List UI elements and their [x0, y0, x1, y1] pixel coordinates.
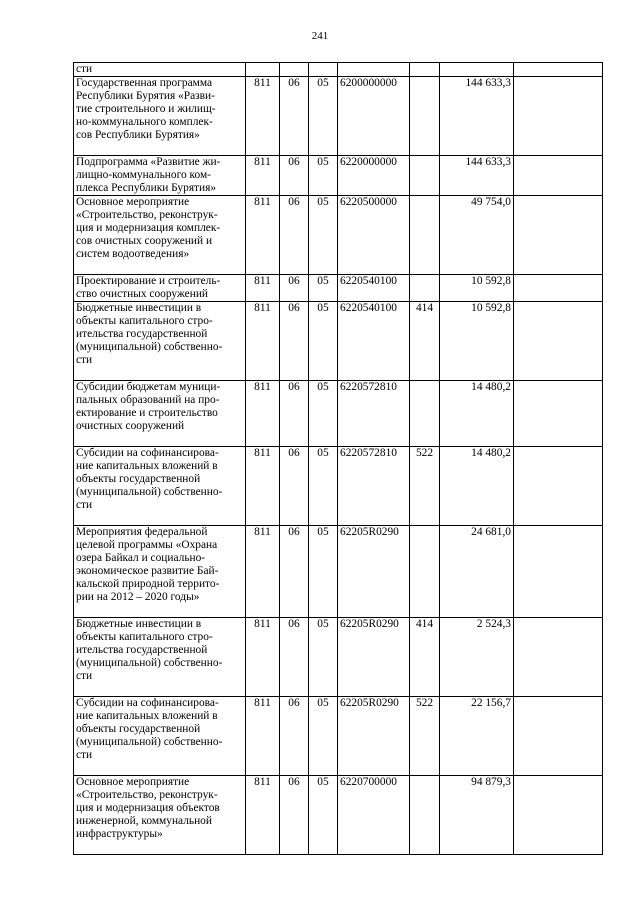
cell-extra — [514, 77, 603, 156]
cell-amount: 144 633,3 — [440, 156, 514, 196]
cell-amount: 22 156,7 — [440, 697, 514, 776]
cell-section-code: 06 — [280, 77, 309, 156]
budget-table-body — [74, 63, 603, 855]
cell-item-name: Субсидии на софинансирова- ние капитальных вложений в объекты государственной (муниципальной) собственно- сти — [74, 447, 246, 526]
cell-target-code: 62205R0290 — [338, 618, 410, 697]
cell-expense-type: 522 — [410, 697, 440, 776]
cell-extra — [514, 275, 603, 302]
table-row — [74, 275, 603, 302]
cell-section-code: 06 — [280, 196, 309, 275]
cell-subsection-code: 05 — [309, 196, 338, 275]
cell-item-name: Бюджетные инвестиции в объекты капитального стро- ительства государственной (муниципальной) собственно- сти — [74, 302, 246, 381]
page-number: 241 — [311, 30, 329, 42]
cell-extra — [514, 196, 603, 275]
cell-amount: 2 524,3 — [440, 618, 514, 697]
cell-extra — [514, 447, 603, 526]
cell-amount: 10 592,8 — [440, 302, 514, 381]
cell-ministry-code: 811 — [246, 697, 280, 776]
cell-target-code: 62205R0290 — [338, 697, 410, 776]
cell-extra — [514, 776, 603, 855]
cell-ministry-code: 811 — [246, 776, 280, 855]
cell-target-code: 62205R0290 — [338, 526, 410, 618]
cell-section-code: 06 — [280, 156, 309, 196]
cell-expense-type — [410, 776, 440, 855]
cell-subsection-code: 05 — [309, 302, 338, 381]
cell-subsection-code: 05 — [309, 776, 338, 855]
cell-subsection-code: 05 — [309, 381, 338, 447]
cell-section-code: 06 — [280, 697, 309, 776]
cell-target-code: 6220500000 — [338, 196, 410, 275]
table-row — [74, 697, 603, 776]
cell-subsection-code: 05 — [309, 697, 338, 776]
cell-subsection-code: 05 — [309, 275, 338, 302]
cell-section-code: 06 — [280, 618, 309, 697]
cell-expense-type — [410, 381, 440, 447]
table-row — [74, 618, 603, 697]
cell-amount — [440, 63, 514, 77]
cell-target-code: 6200000000 — [338, 77, 410, 156]
cell-subsection-code: 05 — [309, 526, 338, 618]
cell-item-name: сти — [74, 63, 246, 77]
cell-target-code — [338, 63, 410, 77]
cell-amount: 24 681,0 — [440, 526, 514, 618]
cell-amount: 14 480,2 — [440, 381, 514, 447]
cell-expense-type — [410, 77, 440, 156]
cell-item-name: Подпрограмма «Развитие жи- лищно-коммунального ком- плекса Республики Бурятия» — [74, 156, 246, 196]
cell-subsection-code — [309, 63, 338, 77]
cell-ministry-code: 811 — [246, 618, 280, 697]
cell-ministry-code: 811 — [246, 196, 280, 275]
cell-expense-type: 414 — [410, 618, 440, 697]
cell-amount: 14 480,2 — [440, 447, 514, 526]
table-row — [74, 63, 603, 77]
cell-ministry-code: 811 — [246, 381, 280, 447]
cell-expense-type: 522 — [410, 447, 440, 526]
table-row — [74, 381, 603, 447]
cell-target-code: 6220572810 — [338, 447, 410, 526]
cell-extra — [514, 618, 603, 697]
cell-expense-type — [410, 275, 440, 302]
cell-item-name: Субсидии на софинансирова- ние капитальных вложений в объекты государственной (муниципальной) собственно- сти — [74, 697, 246, 776]
cell-expense-type — [410, 63, 440, 77]
cell-amount: 10 592,8 — [440, 275, 514, 302]
table-row — [74, 302, 603, 381]
cell-section-code: 06 — [280, 526, 309, 618]
cell-ministry-code: 811 — [246, 156, 280, 196]
cell-extra — [514, 526, 603, 618]
cell-expense-type — [410, 526, 440, 618]
budget-table — [73, 62, 603, 855]
table-row — [74, 77, 603, 156]
cell-ministry-code: 811 — [246, 275, 280, 302]
cell-section-code: 06 — [280, 302, 309, 381]
cell-item-name: Государственная программа Республики Бурятия «Разви- тие строительного и жилищ- но-коммунального комплек- сов Республики Бурятия» — [74, 77, 246, 156]
cell-extra — [514, 63, 603, 77]
cell-ministry-code: 811 — [246, 447, 280, 526]
cell-expense-type — [410, 156, 440, 196]
cell-section-code — [280, 63, 309, 77]
cell-target-code: 6220540100 — [338, 302, 410, 381]
cell-subsection-code: 05 — [309, 156, 338, 196]
cell-amount: 94 879,3 — [440, 776, 514, 855]
cell-extra — [514, 302, 603, 381]
cell-item-name: Мероприятия федеральной целевой программы «Охрана озера Байкал и социально- экономическое развитие Бай- кальской природной террито- рии на 2012 – 2020 годы» — [74, 526, 246, 618]
cell-extra — [514, 156, 603, 196]
cell-target-code: 6220572810 — [338, 381, 410, 447]
table-row — [74, 776, 603, 855]
cell-amount: 144 633,3 — [440, 77, 514, 156]
cell-ministry-code: 811 — [246, 526, 280, 618]
cell-target-code: 6220540100 — [338, 275, 410, 302]
cell-subsection-code: 05 — [309, 77, 338, 156]
cell-item-name: Основное мероприятие «Строительство, реконструк- ция и модернизация объектов инженерной, коммунальной инфраструктуры» — [74, 776, 246, 855]
table-row — [74, 447, 603, 526]
cell-subsection-code: 05 — [309, 447, 338, 526]
cell-section-code: 06 — [280, 447, 309, 526]
cell-subsection-code: 05 — [309, 618, 338, 697]
cell-amount: 49 754,0 — [440, 196, 514, 275]
cell-item-name: Проектирование и строитель- ство очистных сооружений — [74, 275, 246, 302]
table-row — [74, 196, 603, 275]
cell-section-code: 06 — [280, 381, 309, 447]
table-row — [74, 156, 603, 196]
cell-target-code: 6220000000 — [338, 156, 410, 196]
cell-item-name: Основное мероприятие «Строительство, реконструк- ция и модернизация комплек- сов очистных сооружений и систем водоотведения» — [74, 196, 246, 275]
cell-expense-type: 414 — [410, 302, 440, 381]
cell-item-name: Бюджетные инвестиции в объекты капитального стро- ительства государственной (муниципальной) собственно- сти — [74, 618, 246, 697]
cell-ministry-code: 811 — [246, 77, 280, 156]
cell-ministry-code — [246, 63, 280, 77]
cell-extra — [514, 381, 603, 447]
cell-target-code: 6220700000 — [338, 776, 410, 855]
cell-expense-type — [410, 196, 440, 275]
cell-extra — [514, 697, 603, 776]
table-row — [74, 526, 603, 618]
cell-section-code: 06 — [280, 776, 309, 855]
cell-ministry-code: 811 — [246, 302, 280, 381]
cell-section-code: 06 — [280, 275, 309, 302]
cell-item-name: Субсидии бюджетам муници- пальных образований на про- ектирование и строительство очистных сооружений — [74, 381, 246, 447]
